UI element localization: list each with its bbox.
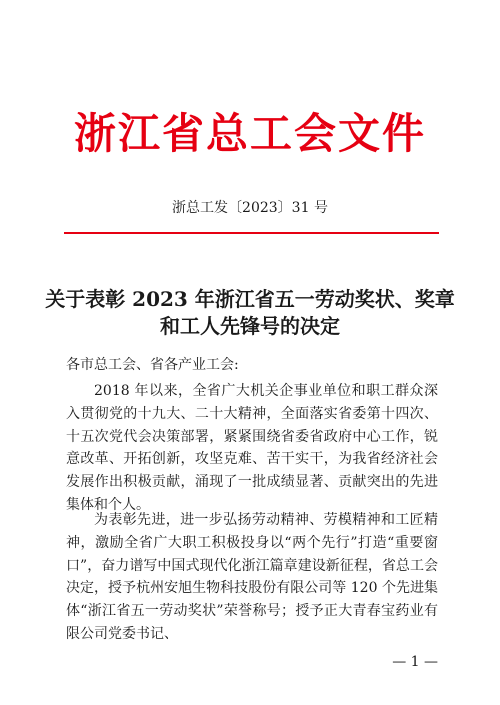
document-title-line-1: 关于表彰 2023 年浙江省五一劳动奖状、奖章	[45, 287, 455, 311]
red-divider-line	[64, 232, 439, 234]
document-number: 浙总工发〔2023〕31 号	[172, 200, 328, 216]
document-title-line-2: 和工人先锋号的决定	[160, 314, 340, 338]
document-title	[40, 286, 460, 340]
body-paragraph-1: 2018 年以来，全省广大机关企事业单位和职工群众深入贯彻党的十九大、二十大精神，全面落实省委第十四次、十五次党代会决策部署，紧紧围绕省委省政府中心工作，锐意改革、开拓创新，攻坚克难、苦干实干，为我省经济社会发展作出积极贡献，涌现了一批成绩显著、贡献突出的先进集体和个人。	[66, 383, 438, 513]
salutation: 各市总工会、省各产业工会:	[66, 357, 239, 373]
page-number: — 1 —	[392, 654, 438, 670]
body-paragraph-2: 为表彰先进，进一步弘扬劳动精神、劳模精神和工匠精神，激励全省广大职工积极投身以“两个先行”打造“重要窗口”，奋力谱写中国式现代化浙江篇章建设新征程，省总工会决定，授予杭州安旭生物科技股份有限公司等 120 个先进集体“浙江省五一劳动奖状”荣誉称号；授予正大青春宝药业有限公司党委书记、	[66, 512, 438, 642]
document-masthead: 浙江省总工会文件	[73, 109, 426, 158]
